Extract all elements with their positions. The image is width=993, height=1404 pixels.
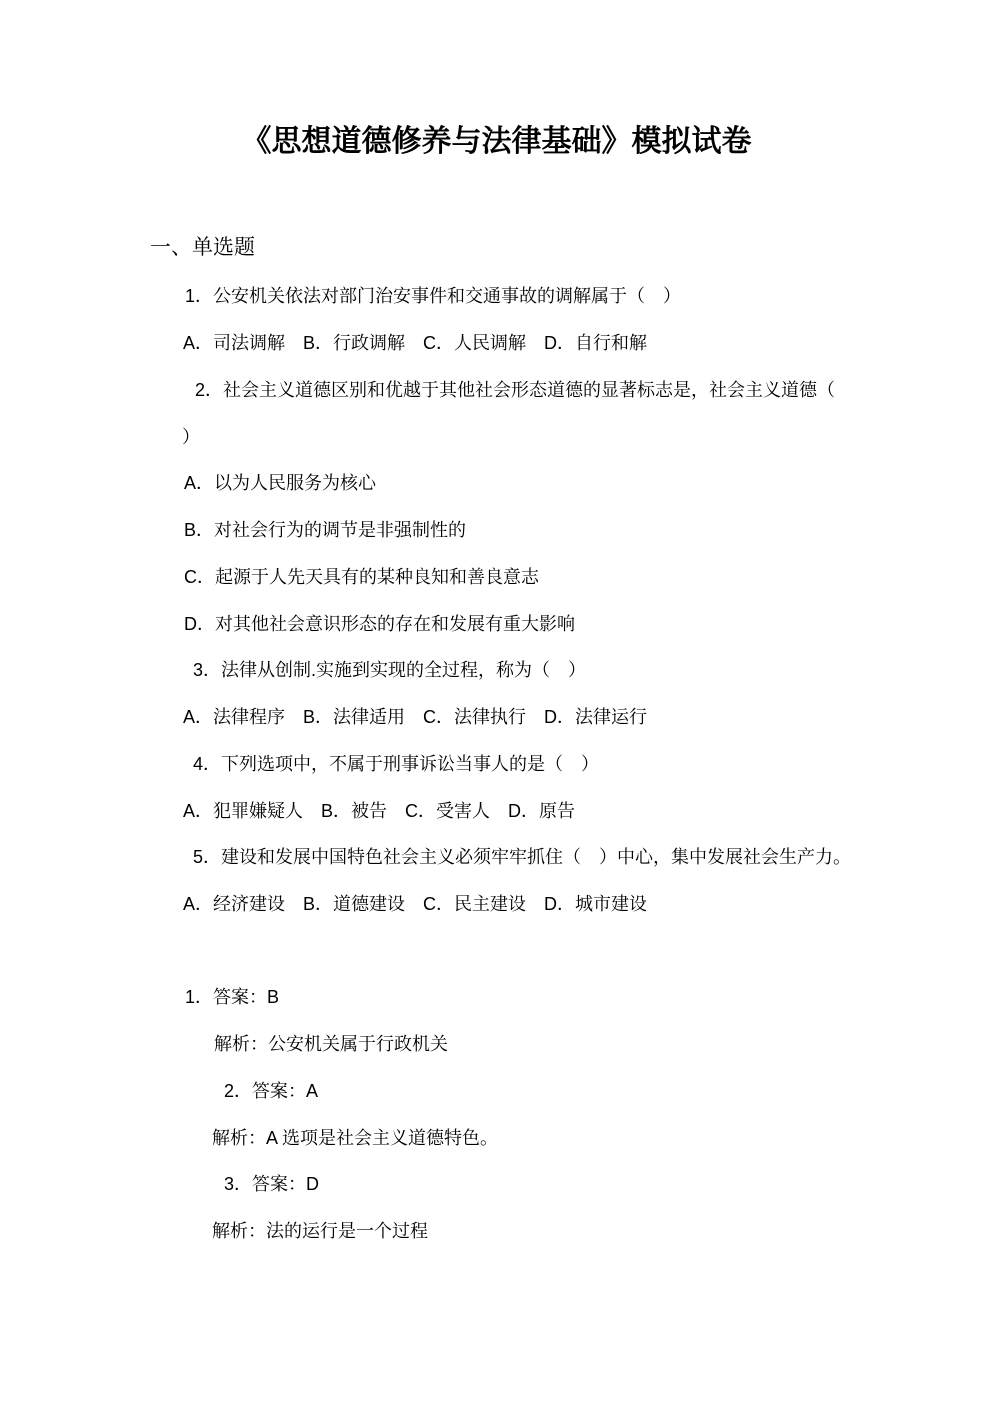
question-3-options: A．法律程序 B．法律适用 C．法律执行 D．法律运行 [183, 707, 648, 727]
question-2-option-b: B．对社会行为的调节是非强制性的 [184, 520, 467, 540]
answer-2-analysis: 解析：A 选项是社会主义道德特色。 [212, 1128, 499, 1148]
question-2-option-a: A．以为人民服务为核心 [184, 473, 377, 493]
question-3-text: 3．法律从创制.实施到实现的全过程，称为（ ） [193, 660, 587, 680]
question-2-option-c: C．起源于人先天具有的某种良知和善良意志 [184, 567, 539, 587]
answer-3-analysis: 解析：法的运行是一个过程 [212, 1221, 428, 1241]
answer-1-analysis: 解析：公安机关属于行政机关 [214, 1034, 448, 1054]
question-2-option-d: D．对其他社会意识形态的存在和发展有重大影响 [184, 614, 575, 634]
document-title: 《思想道德修养与法律基础》模拟试卷 [241, 125, 752, 158]
question-1-options: A．司法调解 B．行政调解 C．人民调解 D．自行和解 [183, 333, 648, 353]
answer-2-line: 2．答案：A [224, 1081, 319, 1101]
question-1-text: 1．公安机关依法对部门治安事件和交通事故的调解属于（ ） [185, 286, 682, 306]
section-heading: 一、单选题 [150, 236, 255, 259]
question-5-text: 5．建设和发展中国特色社会主义必须牢牢抓住（ ）中心，集中发展社会生产力。 [193, 847, 852, 867]
answer-3-line: 3．答案：D [224, 1174, 320, 1194]
question-4-options: A．犯罪嫌疑人 B．被告 C．受害人 D．原告 [183, 801, 576, 821]
question-2-text-line-1: 2．社会主义道德区别和优越于其他社会形态道德的显著标志是，社会主义道德（ [195, 380, 836, 400]
question-5-options: A．经济建设 B．道德建设 C．民主建设 D．城市建设 [183, 894, 648, 914]
answer-1-line: 1．答案：B [185, 987, 280, 1007]
question-2-text-line-2: ） [182, 427, 200, 447]
question-4-text: 4．下列选项中，不属于刑事诉讼当事人的是（ ） [193, 754, 600, 774]
